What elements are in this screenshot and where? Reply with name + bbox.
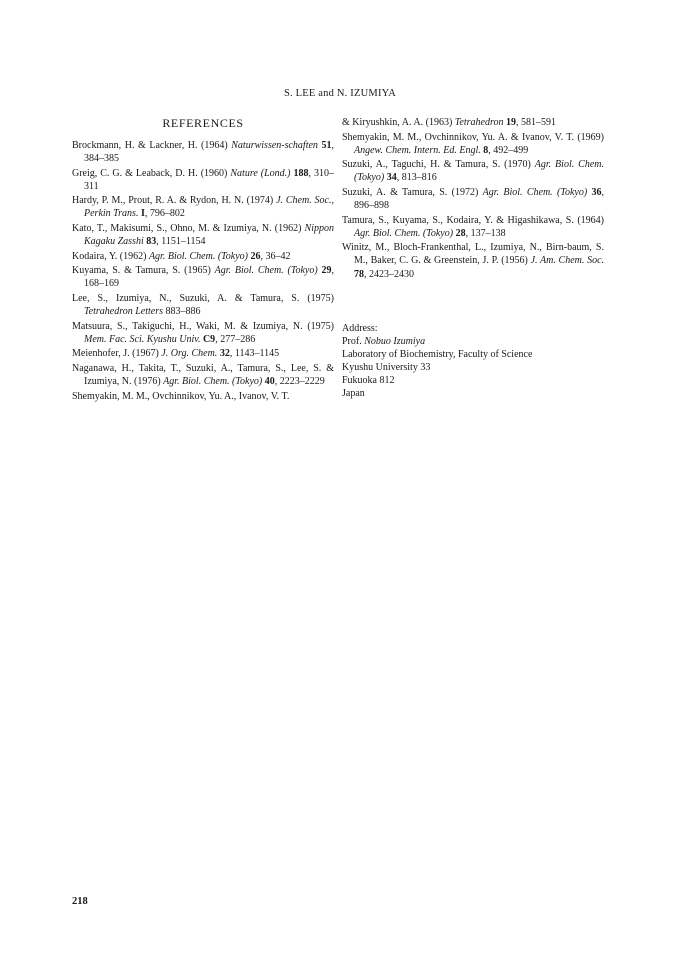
reference-authors: Lee, S., Izumiya, N., Suzuki, A. & Tamura, S. (1975) [72,293,334,305]
reference-pages: , 384–385 [84,140,334,165]
reference-pages: , 310–311 [84,167,334,192]
reference-authors: Tamura, S., Kuyama, S., Kodaira, Y. & Higashikawa, S. (1964) [342,214,604,226]
reference-entry [342,214,604,240]
address-line: Kyushu University 33 [342,361,431,373]
reference-pages: , 2423–2430 [364,268,414,280]
address-block [342,322,604,401]
address-line: Fukuoka 812 [342,375,395,386]
reference-pages: , 36–42 [260,250,291,262]
reference-journal: Agr. Biol. Chem. (Tokyo) [214,265,318,277]
reference-volume: 32 [217,348,230,360]
reference-volume: 28 [453,227,466,239]
reference-entry [72,347,334,360]
reference-pages: , 1143–1145 [229,348,280,360]
reference-volume: 40 [262,376,275,388]
reference-authors: Greig, C. G. & Leaback, D. H. (1960) [72,167,231,179]
reference-authors: Meienhofer, J. (1967) [72,348,162,360]
running-head: S. LEE and N. IZUMIYA [283,88,397,99]
reference-pages: , 2223–2229 [274,376,325,388]
reference-journal: Mem. Fac. Sci. Kyushu Univ. [84,333,201,345]
reference-authors: Winitz, M., Bloch-Frankenthal, L., Izumiya, N., Birn-baum, S. M., Baker, C. G. & Greenstein, J. P. (1956) [342,242,604,267]
references-list-left [72,139,334,403]
address-name [342,335,604,348]
reference-pages: , 137–138 [465,227,506,239]
reference-entry [342,186,604,212]
reference-authors: Hardy, P. M., Prout, R. A. & Rydon, H. N. (1974) [72,195,277,207]
reference-pages: , 896–898 [354,186,604,212]
reference-journal: Agr. Biol. Chem. (Tokyo) [354,227,454,239]
reference-volume: 34 [384,172,397,184]
reference-pages: 883–886 [163,306,201,318]
page-number: 218 [72,896,88,907]
reference-journal: J. Chem. Soc., Perkin Trans. [84,195,334,220]
reference-entry [72,362,334,388]
reference-journal: Agr. Biol. Chem. (Tokyo) [163,376,263,388]
reference-journal: Agr. Biol. Chem. (Tokyo) [482,186,588,198]
reference-volume: 8 [480,144,489,156]
reference-entry [342,241,604,280]
address-person: Nobuo Izumiya [364,335,426,347]
reference-journal: Angew. Chem. Intern. Ed. Engl. [354,144,481,156]
address-name-prefix: Prof. [342,335,365,347]
reference-authors: Naganawa, H., Takita, T., Suzuki, A., Tamura, S., Lee, S. & Izumiya, N. (1976) [72,363,334,388]
reference-volume: 26 [248,250,261,262]
reference-volume: C9 [200,333,216,345]
reference-authors: Suzuki, A., Taguchi, H. & Tamura, S. (1970) [342,159,535,171]
reference-pages: , 581–591 [516,117,556,128]
reference-pages: , 277–286 [215,333,256,345]
right-column [342,116,604,400]
reference-authors: Shemyakin, M. M., Ovchinnikov, Yu. A. & Ivanov, V. T. (1969) [342,131,604,143]
reference-volume: 19 [503,117,516,128]
reference-authors: Kuyama, S. & Tamura, S. (1965) [72,265,215,277]
reference-authors: Matsuura, S., Takiguchi, H., Waki, M. & Izumiya, N. (1975) [72,320,334,332]
reference-entry [342,158,604,184]
reference-journal: Tetrahedron [454,117,504,128]
reference-pages: , 813–816 [396,172,437,184]
left-column [72,116,334,404]
reference-journal: Tetrahedron Letters [84,306,163,318]
reference-pages: , 1151–1154 [156,236,206,248]
reference-volume: 188 [290,167,309,179]
reference-volume: I [138,208,145,220]
reference-entry [342,131,604,157]
reference-entry [342,116,604,129]
reference-entry [72,264,334,290]
address-line: Japan [342,388,365,400]
reference-authors: Suzuki, A. & Tamura, S. (1972) [342,186,483,198]
reference-journal: Naturwissen-schaften [231,140,318,151]
reference-volume: 51 [317,140,332,151]
reference-journal: Agr. Biol. Chem. (Tokyo) [354,159,604,184]
reference-authors: & Kiryushkin, A. A. (1963) [342,117,455,128]
address-line: Laboratory of Biochemistry, Faculty of Science [342,348,533,360]
references-heading: REFERENCES [162,116,244,130]
reference-journal: J. Am. Chem. Soc. [530,255,605,267]
reference-authors: Kato, T., Makisumi, S., Ohno, M. & Izumiya, N. (1962) [72,223,305,235]
reference-journal: J. Org. Chem. [161,348,218,360]
reference-journal: Nature (Lond.) [230,167,291,179]
reference-journal: Nippon Kagaku Zasshi [84,223,334,248]
reference-volume: 29 [317,265,332,277]
reference-entry [72,320,334,346]
reference-entry [72,167,334,193]
reference-authors: Brockmann, H. & Lackner, H. (1964) [72,140,232,151]
reference-entry [72,194,334,220]
references-list-right [342,116,604,281]
reference-entry [72,139,334,165]
reference-entry [72,250,334,263]
reference-volume: 36 [587,186,602,198]
reference-pages: , 168–169 [84,265,335,290]
reference-volume: 83 [143,236,157,248]
reference-entry [72,390,334,403]
reference-journal: Agr. Biol. Chem. (Tokyo) [148,250,249,262]
address-label: Address: [342,322,378,334]
reference-pages: , 796–802 [144,208,185,220]
reference-pages: , 492–499 [488,144,529,156]
reference-volume: 78 [354,268,364,280]
reference-entry [72,222,334,248]
reference-authors: Kodaira, Y. (1962) [72,250,149,262]
reference-authors: Shemyakin, M. M., Ovchinnikov, Yu. A., Ivanov, V. T. [72,390,290,402]
reference-entry [72,292,334,318]
